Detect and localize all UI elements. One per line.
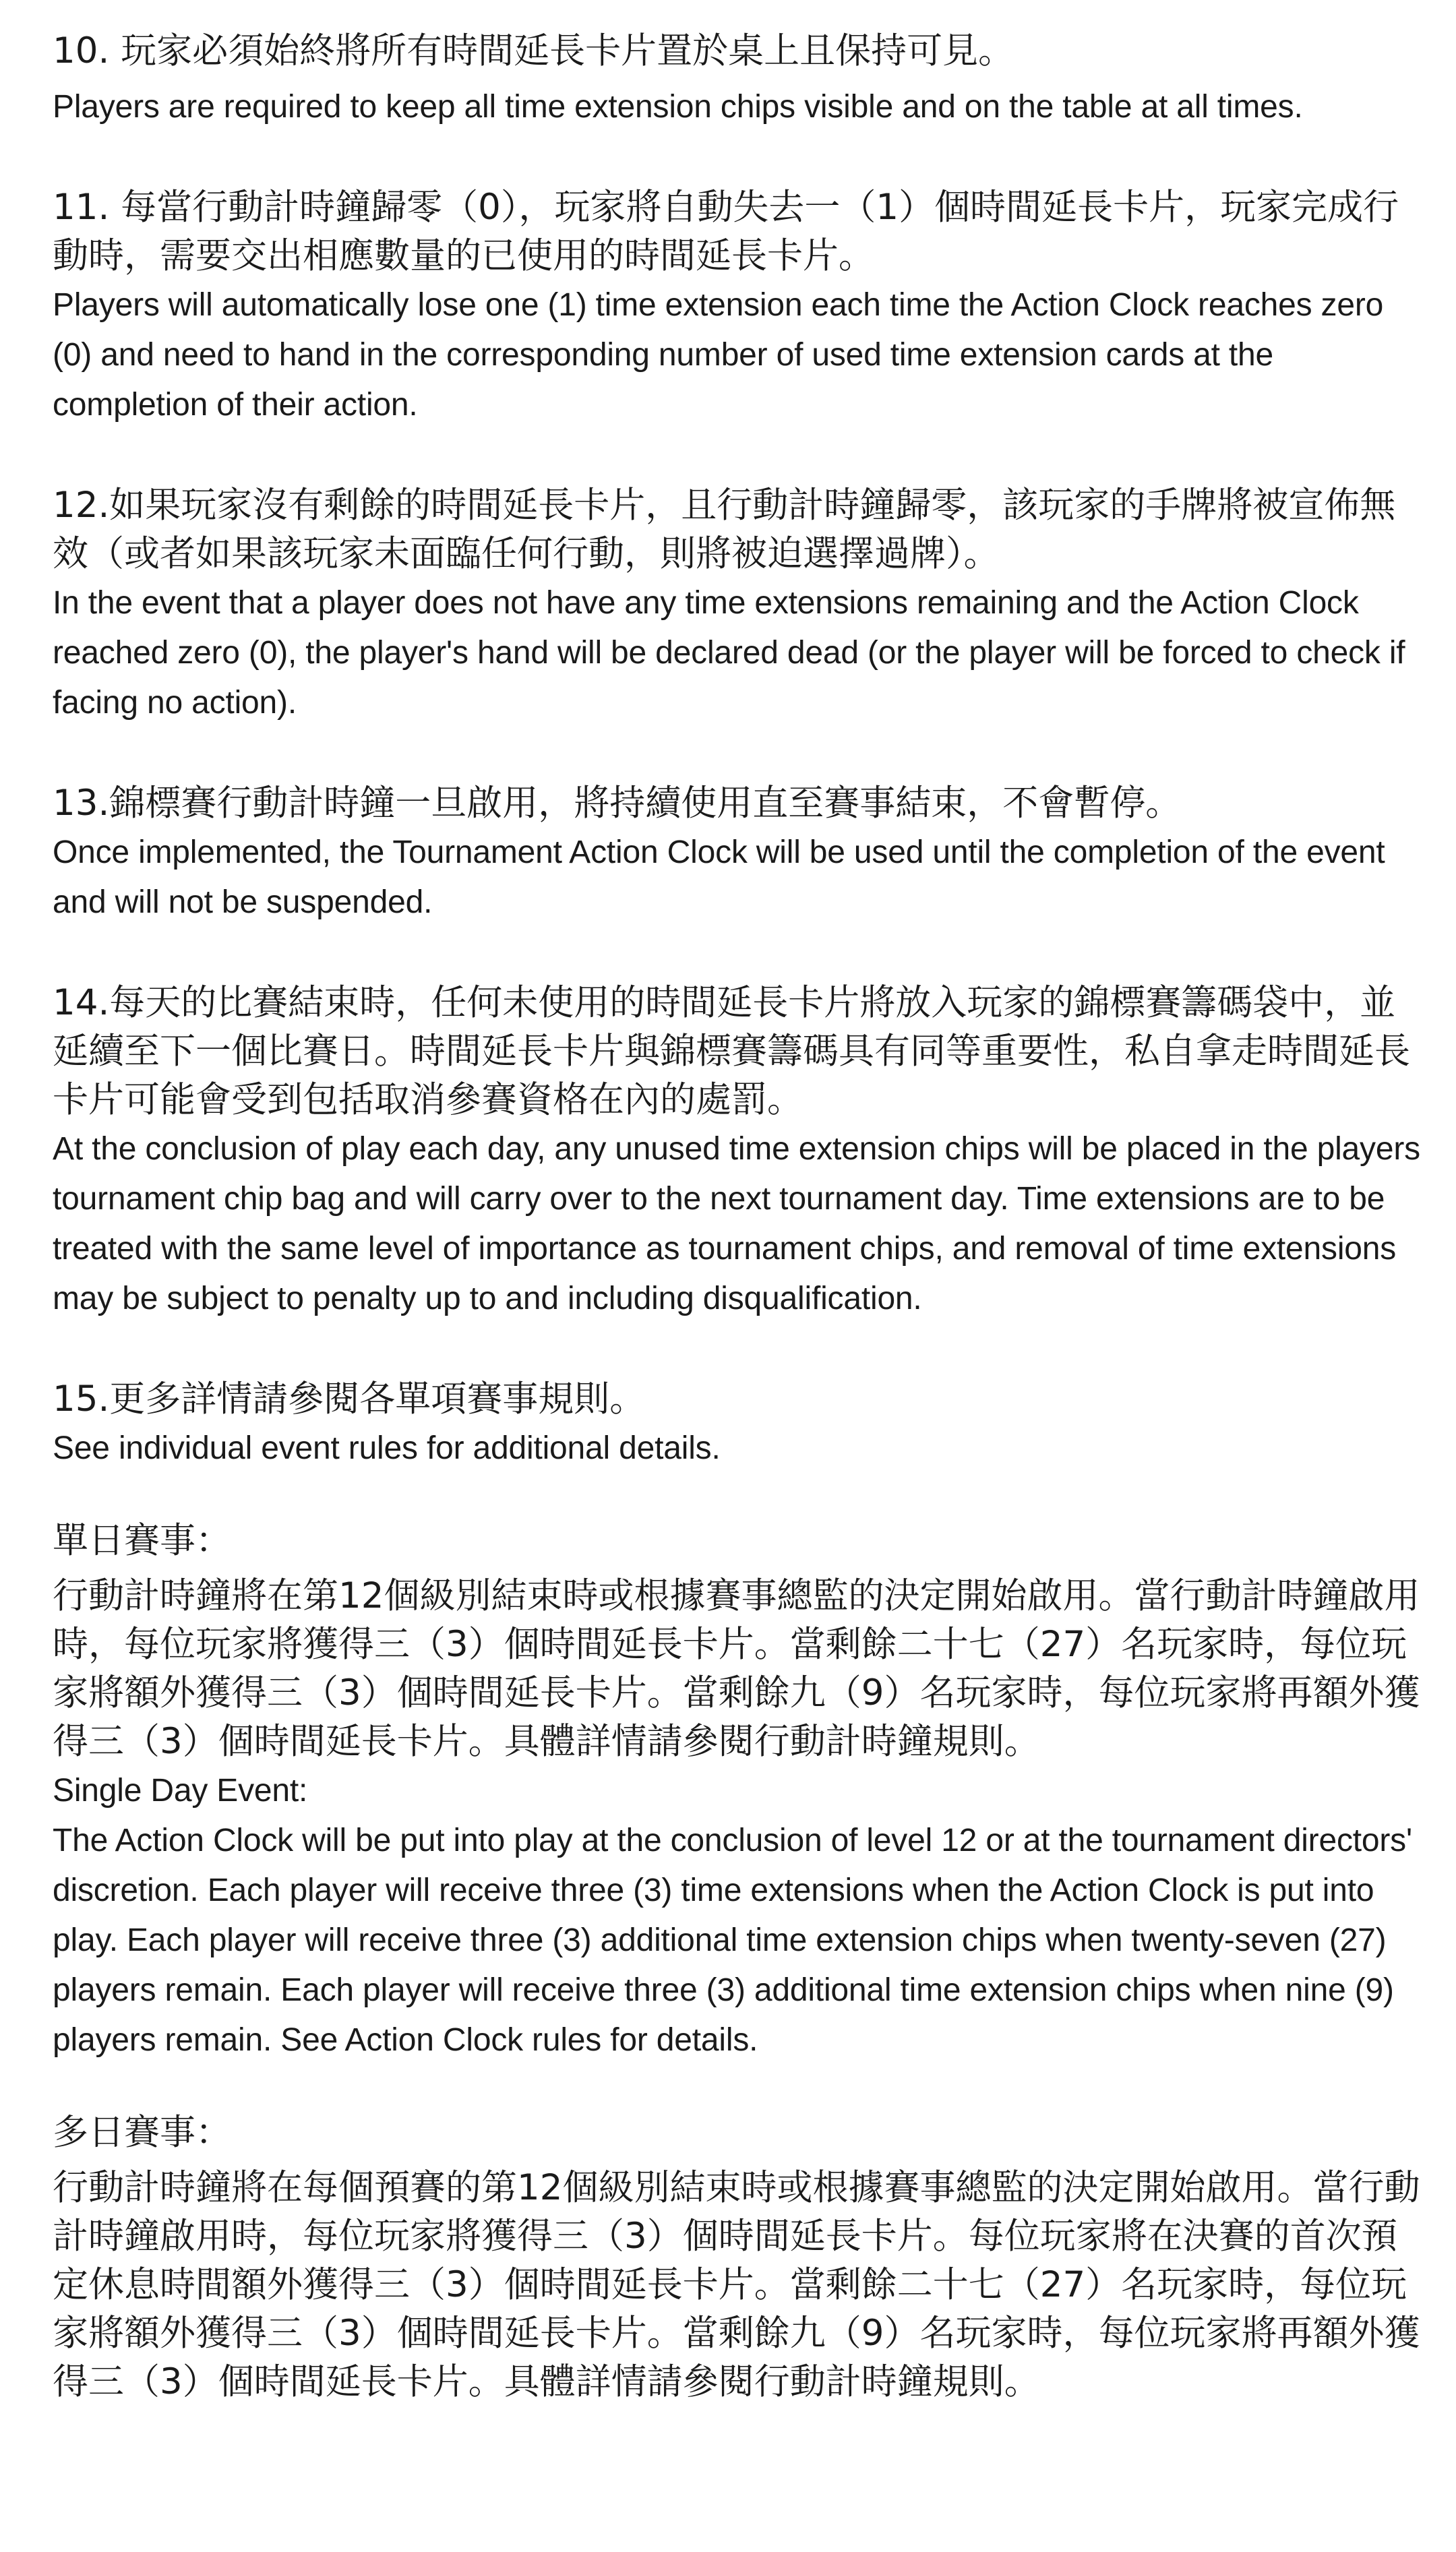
- single-day-heading-en: Single Day Event:: [53, 1773, 308, 1809]
- rule-14-zh: 14.每天的比賽結束時，任何未使用的時間延長卡片將放入玩家的錦標賽籌碼袋中，並延續至下一個比賽日。時間延長卡片與錦標賽籌碼具有同等重要性，私自拿走時間延長卡片可能會受到包括取消參賽資格在內的處罰。: [53, 982, 1410, 1120]
- multi-day-heading-zh: 多日賽事：: [53, 2112, 231, 2153]
- rule-11-en: Players will automatically lose one (1) time extension each time the Action Clock reaches zero (0) and need to hand in the corresponding number of used time extension cards at the completion of their action.: [53, 287, 1384, 423]
- rule-10: [53, 27, 1428, 132]
- rule-13-zh: 13.錦標賽行動計時鐘一旦啟用，將持續使用直至賽事結束，不會暫停。: [53, 783, 1182, 824]
- rule-15-zh: 15.更多詳情請參閱各單項賽事規則。: [53, 1378, 646, 1420]
- rule-15-en: See individual event rules for additional details.: [53, 1430, 721, 1466]
- rule-12-zh: 12.如果玩家沒有剩餘的時間延長卡片，且行動計時鐘歸零，該玩家的手牌將被宣佈無效（或者如果該玩家未面臨任何行動，則將被迫選擇過牌）。: [53, 485, 1396, 574]
- rule-13: [53, 779, 1428, 928]
- rule-11-zh: 11. 每當行動計時鐘歸零（0），玩家將自動失去一（1）個時間延長卡片，玩家完成行動時，需要交出相應數量的已使用的時間延長卡片。: [53, 187, 1399, 276]
- rule-14-en: At the conclusion of play each day, any unused time extension chips will be placed in the players tournament chip bag and will carry over to the next tournament day. Time extensions are to be treated with the same level of importance as tournament chips, and removal of time extensions may be subject to penalty up to and including disqualification.: [53, 1131, 1420, 1316]
- single-day-event: [53, 1517, 1428, 2065]
- rule-14: [53, 979, 1428, 1324]
- rules-document: [53, 27, 1428, 2406]
- rule-12-en: In the event that a player does not have any time extensions remaining and the Action Clock reached zero (0), the player's hand will be declared dead (or the player will be forced to check if facing no action).: [53, 585, 1405, 721]
- rule-12: [53, 481, 1428, 728]
- single-day-body-zh: 行動計時鐘將在第12個級別結束時或根據賽事總監的決定開始啟用。當行動計時鐘啟用時，每位玩家將獲得三（3）個時間延長卡片。當剩餘二十七（27）名玩家時，每位玩家將額外獲得三（3）個時間延長卡片。當剩餘九（9）名玩家時，每位玩家將再額外獲得三（3）個時間延長卡片。具體詳情請參閱行動計時鐘規則。: [53, 1575, 1420, 1762]
- multi-day-body-zh: 行動計時鐘將在每個預賽的第12個級別結束時或根據賽事總監的決定開始啟用。當行動計時鐘啟用時，每位玩家將獲得三（3）個時間延長卡片。每位玩家將在決賽的首次預定休息時間額外獲得三（3）個時間延長卡片。當剩餘二十七（27）名玩家時，每位玩家將額外獲得三（3）個時間延長卡片。當剩餘九（9）名玩家時，每位玩家將再額外獲得三（3）個時間延長卡片。具體詳情請參閱行動計時鐘規則。: [53, 2167, 1420, 2402]
- rule-10-zh: 10. 玩家必須始終將所有時間延長卡片置於桌上且保持可見。: [53, 30, 1014, 71]
- single-day-heading-zh: 單日賽事：: [53, 1520, 231, 1561]
- rule-13-en: Once implemented, the Tournament Action Clock will be used until the completion of the event and will not be suspended.: [53, 834, 1385, 920]
- rule-15: [53, 1375, 1428, 1474]
- rule-10-en: Players are required to keep all time extension chips visible and on the table at all times.: [53, 89, 1303, 125]
- multi-day-event: [53, 2108, 1428, 2406]
- rule-11: [53, 183, 1428, 430]
- single-day-body-en: The Action Clock will be put into play at the conclusion of level 12 or at the tournament directors' discretion. Each player will receive three (3) time extensions when the Action Clock is put into play. Each player will receive three (3) additional time extension chips when twenty-seven (27) players remain. Each player will receive three (3) additional time extension chips when nine (9) players remain. See Action Clock rules for details.: [53, 1823, 1412, 2058]
